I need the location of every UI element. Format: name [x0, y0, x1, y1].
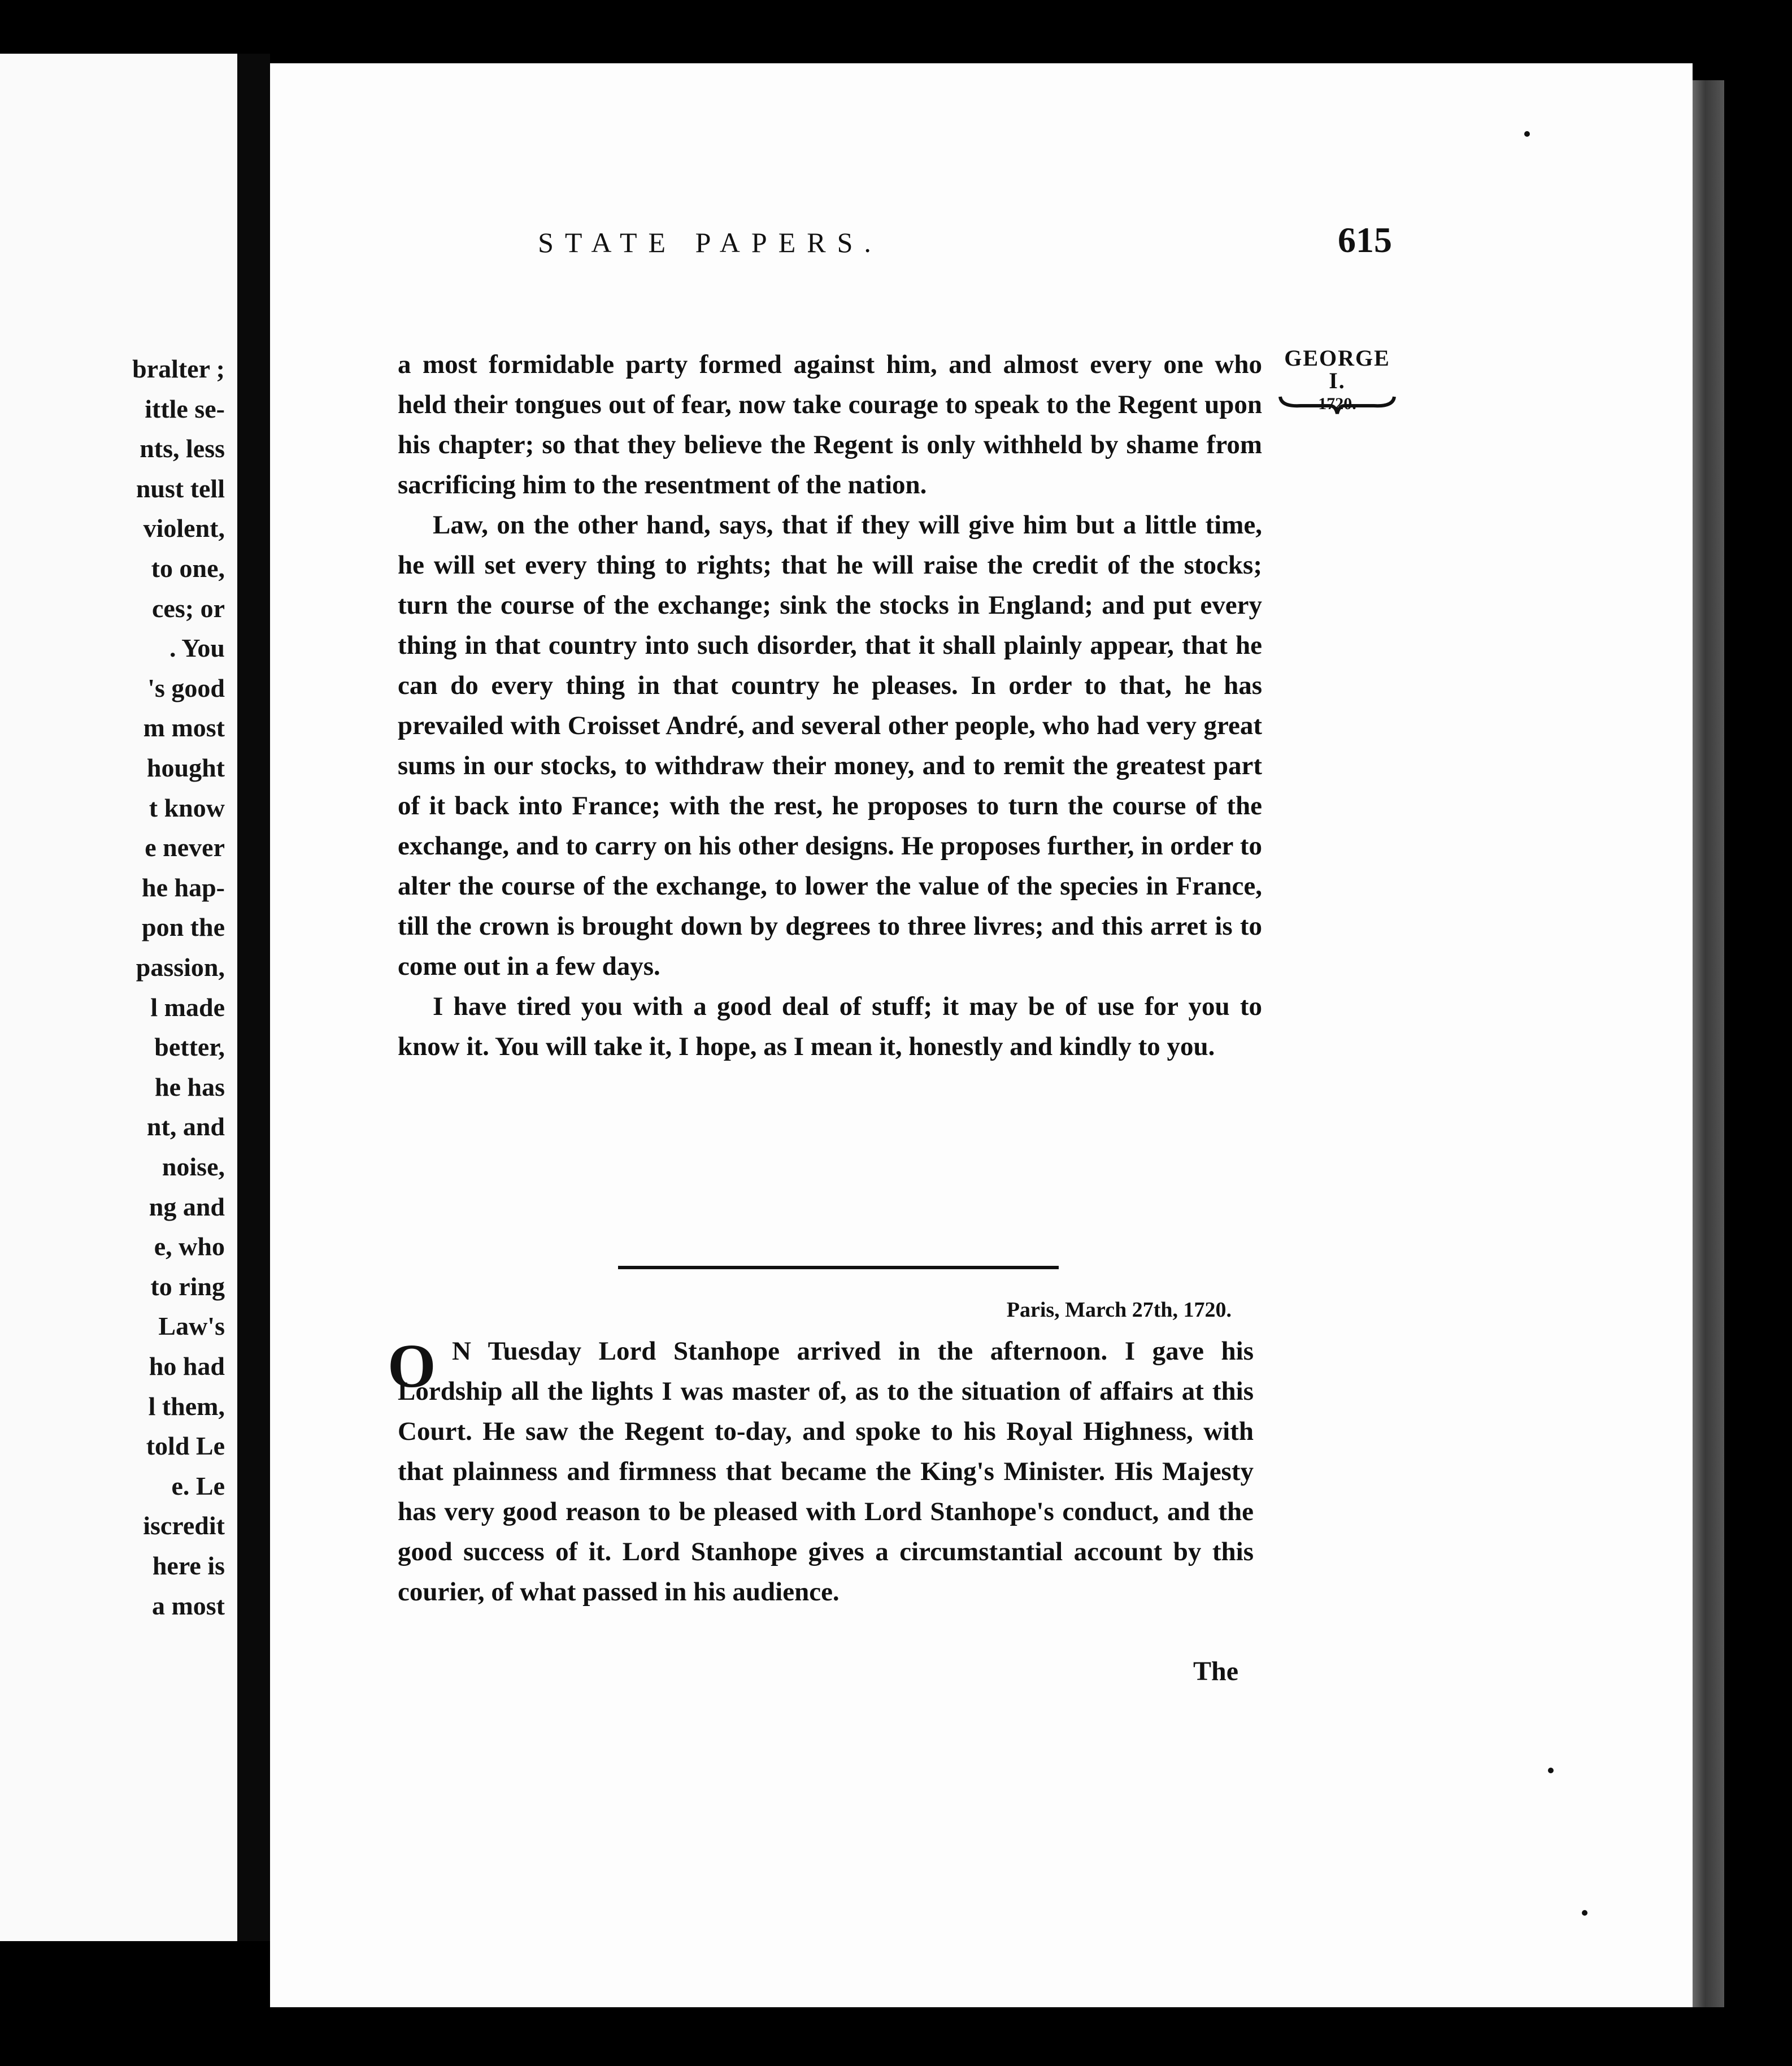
paragraph-3: I have tired you with a good deal of stuff; it may be of use for you to know it. You will take it, I hope, as I mean it, honestly and kindly to you. [398, 992, 1262, 1061]
letter-opening: N Tuesday Lord Stanhope arrived in the afternoon. I gave his Lordship all the lights I was master of, as to the situation of affairs at this Court. He saw the Regent to-day, and spoke to his Royal Highness, with that plainness and firmness that became the King's Minister. His Majesty has very good reason to be pleased with Lord Stanhope's conduct, and the good success of it. Lord Stanhope gives a circumstantial account by this courier, of what passed in his audience. [398, 1336, 1254, 1607]
facing-page-line: ho had [149, 1352, 225, 1381]
facing-page-line: m most [143, 713, 225, 743]
paragraph-2: Law, on the other hand, says, that if they will give him but a little time, he will set every thing to rights; that he will raise the credit of the stocks; turn the course of the exchange; sink the stocks in England; and put every thing in that country into such disorder, that it shall plainly appear, that he can do every thing in that country he pleases. In order to that, he has prevailed with Croisset André, and several other people, who had very great sums in our stocks, to withdraw their money, and to remit the greatest part of it back into France; with the rest, he proposes to turn the course of the exchange, and to carry on his other designs. He proposes further, in order to alter the course of the exchange, to lower the value of the species in France, till the crown is brought down by degrees to three livres; and this arret is to come out in a few days. [398, 510, 1262, 981]
facing-page-line: bralter ; [132, 354, 225, 383]
facing-page-line: pon the [142, 913, 225, 942]
book-gutter [237, 54, 270, 1941]
section-rule [618, 1266, 1059, 1269]
facing-page-line: t know [149, 793, 225, 822]
facing-page-line: told Le [146, 1431, 225, 1461]
margin-reign: GEORGE I. [1284, 345, 1390, 393]
facing-page-line: noise, [162, 1152, 225, 1181]
speck [1548, 1768, 1554, 1773]
facing-page-line: to ring [150, 1271, 225, 1301]
letter-body [398, 1331, 1254, 1612]
speck [1582, 1910, 1587, 1916]
facing-page-line: e. Le [171, 1471, 225, 1500]
facing-page-line: a most [151, 1591, 225, 1620]
margin-year: 1720. [1318, 394, 1356, 413]
body-text [398, 345, 1262, 1067]
page-edge [1693, 80, 1724, 2007]
facing-page-line: he has [155, 1072, 225, 1101]
facing-page-line: e, who [154, 1232, 225, 1261]
facing-page-line: violent, [143, 514, 225, 543]
facing-page-line: hought [146, 753, 225, 782]
facing-page-line: nust tell [136, 474, 225, 503]
facing-page-line: iscredit [143, 1511, 225, 1540]
facing-page-line: Law's [158, 1312, 225, 1341]
running-title: STATE PAPERS. [538, 227, 882, 258]
facing-page-line: l them, [148, 1391, 225, 1421]
facing-page-fragment [0, 54, 237, 1941]
facing-page-line: l made [150, 992, 225, 1022]
brace-icon [1278, 393, 1397, 416]
facing-page-line: ittle se- [145, 394, 225, 423]
facing-page-line: he hap- [142, 873, 225, 902]
facing-page-line: better, [154, 1032, 225, 1062]
facing-page-line: nt, and [146, 1112, 225, 1141]
facing-page-line: passion, [136, 953, 225, 982]
catchword: The [1193, 1656, 1239, 1686]
facing-page-line: ces; or [152, 593, 225, 623]
facing-page-line: 's good [147, 673, 225, 702]
facing-page-line: here is [152, 1551, 225, 1580]
facing-page-line: nts, less [140, 434, 225, 463]
facing-page-line: e never [145, 833, 225, 862]
drop-cap: O [388, 1331, 436, 1400]
speck [1524, 131, 1530, 137]
paragraph-1: a most formidable party formed against him, and almost every one who held their tongues out of fear, now take courage to speak to the Regent upon his chapter; so that they believe the Regent is only withheld by shame from sacrificing him to the resentment of the nation. [398, 350, 1262, 500]
letter-dateline: Paris, March 27th, 1720. [1006, 1298, 1232, 1322]
facing-page-line: ng and [149, 1192, 225, 1221]
page-number: 615 [1338, 220, 1392, 260]
facing-page-line: to one, [151, 554, 225, 583]
facing-page-line: . You [169, 633, 225, 663]
